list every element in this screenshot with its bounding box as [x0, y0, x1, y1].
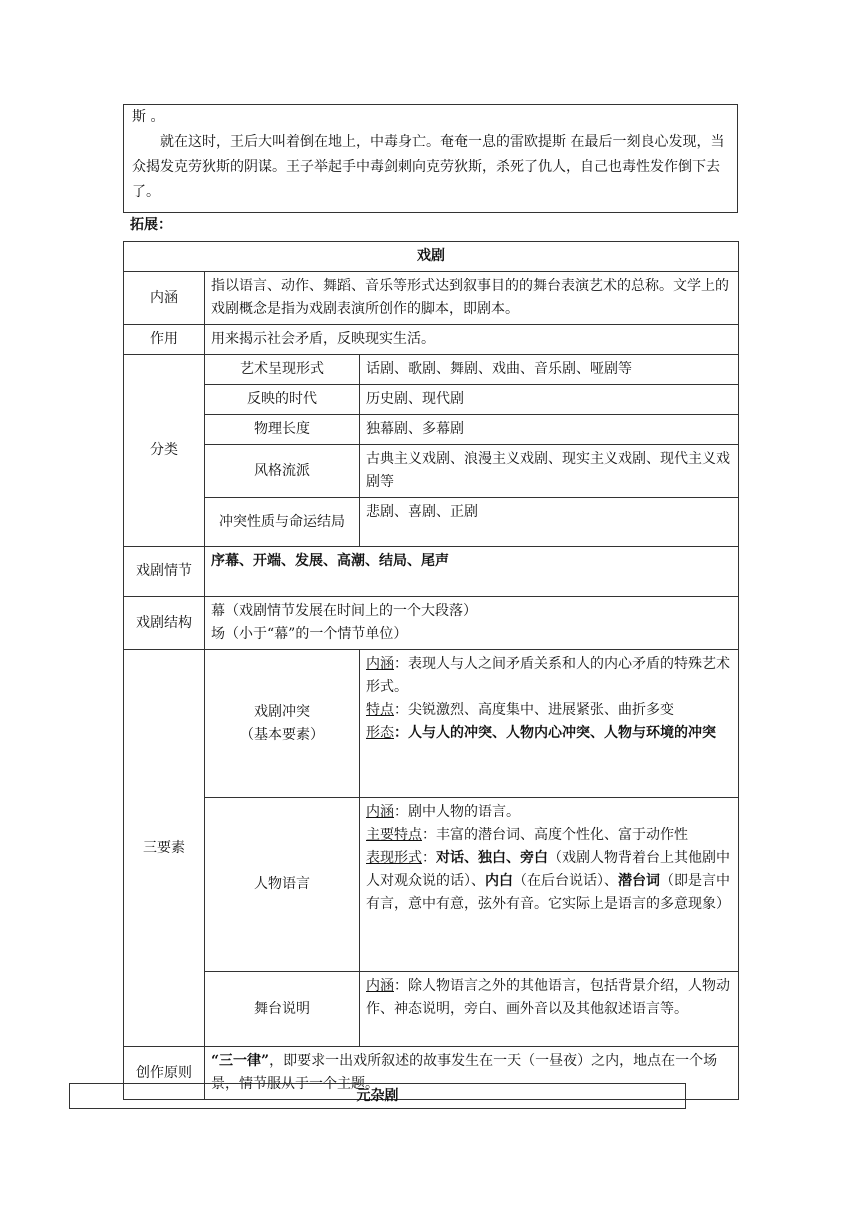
fenlei-value: 历史剧、现代剧	[360, 385, 739, 415]
yuyan-form-note: （在后台说话）、	[513, 873, 618, 889]
fenlei-key: 冲突性质与命运结局	[205, 498, 360, 547]
yuyan-name: 人物语言	[205, 798, 360, 972]
chongtu-xingtai-key: 形态	[366, 725, 394, 741]
story-line: 斯 。	[132, 109, 165, 125]
fenlei-key: 反映的时代	[205, 385, 360, 415]
yuyan-form-neibai: 内白	[485, 873, 513, 889]
yuan-zaju-title: 元杂剧	[69, 1083, 686, 1109]
row-label-neihan: 内涵	[124, 272, 205, 325]
yuyan-xingshi-colon: ：	[422, 850, 436, 866]
yuyan-tedian-key: 主要特点	[366, 827, 422, 843]
yuyan-tedian	[366, 824, 732, 847]
chongtu-sub: （基本要素）	[240, 726, 324, 743]
zuoyong-text: 用来揭示社会矛盾，反映现实生活。	[205, 325, 739, 355]
story-paragraph: 就在这时，王后大叫着倒在地上，中毒身亡。奄奄一息的雷欧提斯 在最后一刻良心发现，当众揭发克劳狄斯的阴谋。王子举起手中毒剑刺向克劳狄斯，杀死了仇人，自己也毒性发作倒下去了。	[132, 134, 725, 200]
row-label-sanyaosu: 三要素	[124, 650, 205, 1047]
row-label-fenlei: 分类	[124, 355, 205, 547]
jiegou-line-mu: 幕（戏剧情节发展在时间上的一个大段落）	[211, 603, 477, 619]
chongtu-tedian	[366, 699, 732, 722]
shuoming-detail	[360, 972, 739, 1047]
story-excerpt-box	[123, 104, 738, 213]
qingjie-text: 序幕、开端、发展、高潮、结局、尾声	[205, 547, 739, 597]
yuyan-form-note: （戏剧人物背着台上其他剧中人对观众说的话）、	[366, 850, 730, 889]
shuoming-name: 舞台说明	[205, 972, 360, 1047]
yuyan-xingshi-key: 表现形式	[366, 850, 422, 866]
fenlei-value: 话剧、歌剧、舞剧、戏曲、音乐剧、哑剧等	[360, 355, 739, 385]
fenlei-value: 独幕剧、多幕剧	[360, 415, 739, 445]
chongtu-detail	[360, 650, 739, 798]
shuoming-neihan-key: 内涵	[366, 978, 394, 994]
table-title: 戏剧	[124, 242, 739, 272]
yuyan-neihan	[366, 801, 732, 824]
extension-label: 拓展：	[130, 217, 172, 233]
fenlei-key: 风格流派	[205, 445, 360, 498]
yuyan-tedian-value: ：丰富的潜台词、高度个性化、富于动作性	[422, 827, 688, 843]
drama-table	[123, 241, 739, 1100]
row-label-yuanze: 创作原则	[124, 1047, 205, 1100]
fenlei-value: 悲剧、喜剧、正剧	[360, 498, 739, 547]
neihan-text: 指以语言、动作、舞蹈、音乐等形式达到叙事目的的舞台表演艺术的总称。文学上的戏剧概念是指为戏剧表演所创作的脚本，即剧本。	[205, 272, 739, 325]
chongtu-name: 戏剧冲突	[254, 703, 310, 720]
yuyan-neihan-value: ：剧中人物的语言。	[394, 804, 520, 820]
chongtu-neihan	[366, 653, 732, 699]
row-label-zuoyong: 作用	[124, 325, 205, 355]
chongtu-neihan-value: ：表现人与人之间矛盾关系和人的内心矛盾的特殊艺术形式。	[366, 656, 730, 695]
row-label-jiegou: 戏剧结构	[124, 597, 205, 650]
fenlei-value: 古典主义戏剧、浪漫主义戏剧、现实主义戏剧、现代主义戏剧等	[360, 445, 739, 498]
chongtu-tedian-key: 特点	[366, 702, 394, 718]
jiegou-line-chang: 场（小于“幕”的一个情节单位）	[211, 626, 408, 642]
chongtu-xingtai	[366, 722, 732, 745]
row-label-qingjie: 戏剧情节	[124, 547, 205, 597]
yuyan-form-dialogue: 对话、独白、旁白	[436, 850, 548, 866]
chongtu-neihan-key: 内涵	[366, 656, 394, 672]
yuyan-xingshi	[366, 847, 732, 916]
yuyan-form-subtext: 潜台词	[618, 873, 660, 889]
fenlei-key: 艺术呈现形式	[205, 355, 360, 385]
yuyan-neihan-key: 内涵	[366, 804, 394, 820]
chongtu-name-cell	[205, 650, 360, 798]
chongtu-xingtai-value: ：人与人的冲突、人物内心冲突、人物与环境的冲突	[394, 725, 716, 741]
fenlei-key: 物理长度	[205, 415, 360, 445]
chongtu-tedian-value: ：尖锐激烈、高度集中、进展紧张、曲折多变	[394, 702, 674, 718]
shuoming-neihan-value: ：除人物语言之外的其他语言，包括背景介绍，人物动作、神态说明，旁白、画外音以及其他叙述语言等。	[366, 978, 730, 1017]
yuanze-body: ，即要求一出戏所叙述的故事发生在一天（一昼夜）之内，地点在一个场景，情节服从于一个主题。	[211, 1053, 718, 1092]
yuyan-detail	[360, 798, 739, 972]
yuanze-bold: “三一律”	[211, 1053, 270, 1069]
yuyan-form-note: （即是言中有言，意中有意，弦外有音。它实际上是语言的多意现象）	[366, 873, 730, 912]
jiegou-text	[205, 597, 739, 650]
